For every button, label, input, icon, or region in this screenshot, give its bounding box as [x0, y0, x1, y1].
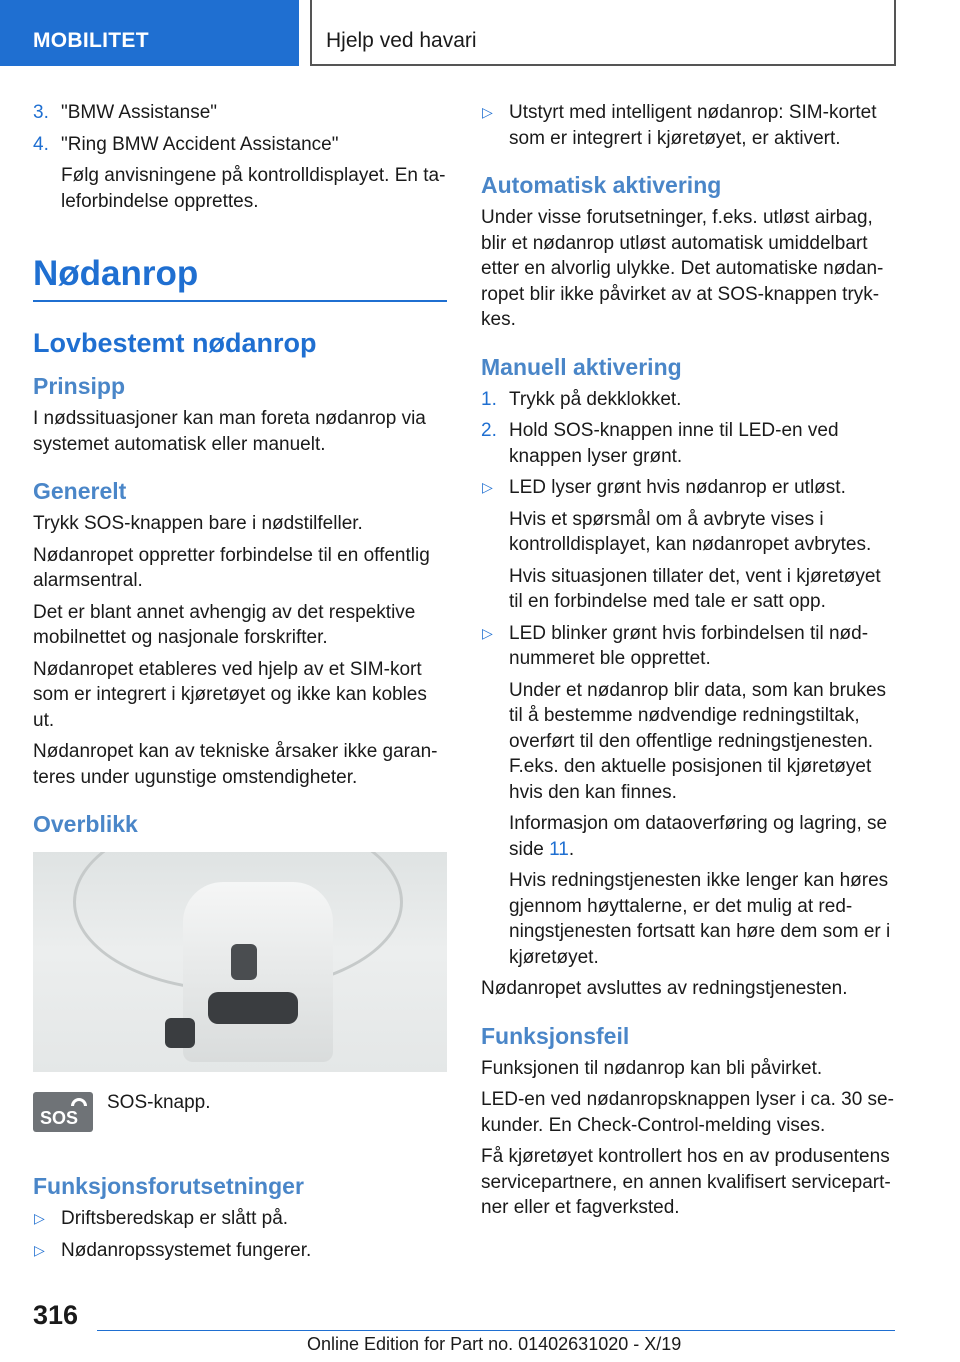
paragraph: LED-en ved nødanropsknappen lyser i ca. 30 sekunder. En Check-Control-melding vises. [481, 1089, 894, 1136]
bullet-triangle-icon: ▷ [482, 104, 493, 120]
paragraph: Få kjøretøyet kontrollert hos en av produsentens servicepartnere, en annen kvalifisert servicepartner eller et fagverksted. [481, 1146, 891, 1218]
list-item: 3. "BMW Assistanse" [33, 102, 218, 123]
sos-legend [33, 1092, 447, 1152]
paragraph: I nødssituasjoner kan man foreta nødanrop via systemet automatisk eller manuelt. [33, 408, 426, 455]
subheading-overblikk: Overblikk [33, 811, 138, 837]
list-continuation: Hvis et spørsmål om å avbryte vises i kontrolldisplayet, kan nødanropet avbrytes. [509, 508, 872, 555]
sos-icon: SOS [33, 1092, 93, 1132]
section-title: MOBILITET [33, 29, 149, 52]
page-header [0, 0, 960, 66]
subheading-manuell: Manuell aktivering [481, 353, 682, 380]
bullet-triangle-icon: ▷ [34, 1210, 45, 1226]
left-column [33, 100, 447, 1269]
photo-small-buttons [231, 944, 257, 980]
list-item: ▷ Nødanropssystemet fungerer. [33, 1238, 447, 1264]
page-number: 316 [33, 1300, 79, 1330]
paragraph: Nødanropet kan av tekniske årsaker ikke garanteres under ugunstige omstendigheter. [33, 741, 438, 788]
paragraph: Funksjonen til nødanrop kan bli påvirket. [481, 1057, 823, 1079]
photo-sos-button [165, 1018, 195, 1048]
list-item: ▷ Driftsberedskap er slått på. [33, 1206, 447, 1232]
footer-divider [97, 1330, 895, 1331]
photo-button-row [208, 992, 298, 1024]
subheading-funksjonsfeil: Funksjonsfeil [481, 1022, 630, 1049]
list-continuation: Følg anvisningene på kontrolldisplayet. En taleforbindelse opprettes. [61, 165, 446, 212]
subheading-prinsipp: Prinsipp [33, 373, 126, 399]
chapter-title: Hjelp ved havari [326, 29, 477, 52]
list-item: ▷ Utstyrt med intelligent nødanrop: SIM-kortet som er integrert i kjøretøyet, er aktivert. [482, 102, 877, 149]
overhead-console-photo [33, 852, 447, 1072]
list-item: 2. Hold SOS-knappen inne til LED-en ved knappen lyser grønt. [481, 420, 839, 467]
bullet-triangle-icon: ▷ [34, 1241, 45, 1258]
list-continuation: Under et nødanrop blir data, som kan brukes til å bestemme nødvendige redningstiltak, overført til den offentlige redningstjenesten. F.eks. den aktuelle posisjonen til kjøretøyet hvis den kan finnes. [509, 679, 887, 803]
chapter-tab [310, 0, 896, 66]
list-item: ▷ LED blinker grønt hvis forbindelsen til nødnummeret ble opprettet. [482, 622, 869, 669]
bullet-triangle-icon: ▷ [482, 479, 493, 495]
footer-edition: Online Edition for Part no. 01402631020 - X/19 [307, 1334, 682, 1354]
subheading-automatisk: Automatisk aktivering [481, 172, 722, 198]
paragraph: Nødanropet avsluttes av redningstjenesten. [481, 978, 848, 999]
subheading-funksjonsforutsetninger: Funksjonsforutsetninger [33, 1173, 304, 1199]
right-column [481, 100, 896, 1227]
list-item: 4. "Ring BMW Accident Assistance" [33, 133, 339, 155]
phone-icon [71, 1098, 87, 1106]
list-continuation: Hvis situasjonen tillater det, vent i kjøretøyet til en forbindelse med tale er satt opp. [509, 565, 881, 612]
list-item: 1. Trykk på dekklokket. [481, 388, 682, 410]
paragraph: Under visse forutsetninger, f.eks. utløst airbag, blir et nødanrop utløst automatisk umiddelbart etter en alvorlig ulykke. Det automatiske nødanropet blir ikke påvirket av at SOS-knappen trykkes. [481, 207, 884, 330]
section-tab [0, 0, 299, 66]
paragraph: Nødanropet etableres ved hjelp av et SIM-kort som er integrert i kjøretøyet og ikke kan kobles ut. [33, 658, 427, 731]
paragraph: Det er blant annet avhengig av det respektive mobilnettet og nasjonale forskrifter. [33, 601, 416, 648]
list-continuation: Hvis redningstjenesten ikke lenger kan høres gjennom høyttalerne, er det mulig at redningstjenesten fortsatt kan høre dem som er i kjøretøyet. [509, 870, 891, 968]
list-item: ▷ LED lyser grønt hvis nødanrop er utløst. [481, 475, 896, 501]
list-continuation: Informasjon om dataoverføring og lagring, se side 11. [509, 813, 888, 860]
page-reference-link[interactable]: 11 [549, 838, 569, 860]
photo-console [183, 882, 333, 1062]
bullet-triangle-icon: ▷ [482, 624, 493, 641]
sos-label: SOS-knapp. [107, 1092, 211, 1113]
section-heading: Lovbestemt nødanrop [33, 328, 317, 358]
paragraph: Trykk SOS-knappen bare i nødstilfeller. [33, 513, 363, 534]
chapter-heading: Nødanrop [33, 254, 447, 302]
subheading-generelt: Generelt [33, 478, 127, 504]
paragraph: Nødanropet oppretter forbindelse til en offentlig alarmsentral. [33, 544, 430, 591]
